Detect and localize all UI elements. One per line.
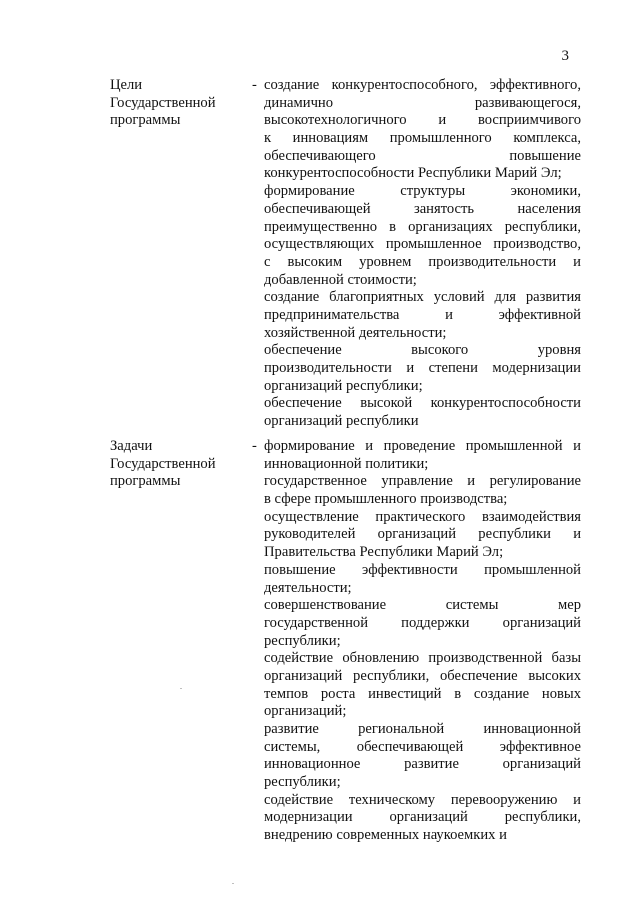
list-item bbox=[264, 509, 581, 562]
page-number: 3 bbox=[561, 48, 569, 64]
list-item-line: республики; bbox=[264, 632, 341, 649]
list-item bbox=[264, 77, 581, 183]
list-item-line: формирование структуры экономики, bbox=[264, 183, 581, 200]
list-item-line: обеспечивающего повышение bbox=[264, 147, 581, 164]
list-item-line: инновационное развитие организаций bbox=[264, 756, 581, 773]
list-dash: - bbox=[252, 438, 257, 454]
list-item bbox=[264, 183, 581, 289]
section-label bbox=[110, 77, 240, 130]
list-item-line: создание благоприятных условий для развития bbox=[264, 289, 581, 306]
section-label-line: Цели bbox=[110, 77, 143, 93]
list-item-line: руководителей организаций республики и bbox=[264, 526, 581, 543]
list-item-line: совершенствование системы мер bbox=[264, 597, 581, 614]
list-item-line: деятельности; bbox=[264, 579, 352, 596]
section-items bbox=[264, 438, 581, 845]
list-item-line: осуществление практического взаимодействия bbox=[264, 508, 581, 525]
list-item-line: инновационной политики; bbox=[264, 455, 429, 472]
list-item bbox=[264, 650, 581, 721]
list-item-line: организаций республики, обеспечение высоких bbox=[264, 667, 581, 684]
list-item-line: в сфере промышленного производства; bbox=[264, 491, 508, 508]
list-item bbox=[264, 438, 581, 473]
list-item-line: обеспечивающей занятость населения bbox=[264, 200, 581, 217]
list-item-line: хозяйственной деятельности; bbox=[264, 324, 447, 341]
list-item-line: производительности и степени модернизации bbox=[264, 360, 581, 376]
list-item-line: формирование и проведение промышленной и bbox=[264, 438, 581, 454]
list-item-line: организаций республики; bbox=[264, 377, 423, 394]
list-item-line: республики; bbox=[264, 774, 341, 791]
section-label-line: программы bbox=[110, 473, 181, 490]
list-item-line: организаций; bbox=[264, 703, 347, 720]
list-item-line: организаций республики bbox=[264, 413, 419, 430]
section-label-line: программы bbox=[110, 112, 181, 129]
list-item-line: темпов роста инвестиций в создание новых bbox=[264, 685, 581, 702]
list-item bbox=[264, 473, 581, 508]
list-item-line: содействие обновлению производственной базы bbox=[264, 650, 581, 667]
section-items bbox=[264, 77, 581, 431]
list-item-line: осуществляющих промышленное производство, bbox=[264, 236, 581, 253]
list-dash: - bbox=[252, 77, 257, 93]
list-item-line: развитие региональной инновационной bbox=[264, 721, 581, 737]
list-item-line: повышение эффективности промышленной bbox=[264, 561, 581, 578]
section-label-line: Государственной bbox=[110, 455, 216, 472]
list-item-line: к инновациям промышленного комплекса, bbox=[264, 130, 581, 147]
list-item-line: предпринимательства и эффективной bbox=[264, 306, 581, 323]
scan-speck bbox=[180, 688, 182, 689]
list-item-line: преимущественно в организациях республики, bbox=[264, 218, 581, 235]
section-label-line: Государственной bbox=[110, 94, 216, 111]
list-item-line: обеспечение высокого уровня bbox=[264, 342, 581, 359]
list-item-line: государственной поддержки организаций bbox=[264, 614, 581, 631]
scan-speck bbox=[232, 883, 234, 884]
list-item-line: конкурентоспособности Республики Марий Эл; bbox=[264, 165, 562, 182]
list-item-line: с высоким уровнем производительности и bbox=[264, 253, 581, 270]
list-item-line: модернизации организаций республики, bbox=[264, 809, 581, 826]
list-item-line: создание конкурентоспособного, эффективного, bbox=[264, 77, 581, 93]
list-item bbox=[264, 395, 581, 430]
list-item-line: внедрению современных наукоемких и bbox=[264, 827, 507, 844]
list-item-line: Правительства Республики Марий Эл; bbox=[264, 544, 504, 561]
list-item bbox=[264, 721, 581, 792]
list-item bbox=[264, 597, 581, 650]
section-label-line: Задачи bbox=[110, 438, 153, 454]
list-item bbox=[264, 562, 581, 597]
list-item bbox=[264, 289, 581, 342]
list-item-line: динамично развивающегося, bbox=[264, 94, 581, 111]
list-item-line: системы, обеспечивающей эффективное bbox=[264, 738, 581, 755]
list-item-line: добавленной стоимости; bbox=[264, 271, 417, 288]
list-item-line: содействие техническому перевооружению и bbox=[264, 791, 581, 808]
list-item-line: высокотехнологичного и восприимчивого bbox=[264, 112, 581, 129]
section-label bbox=[110, 438, 240, 491]
list-item-line: государственное управление и регулирование bbox=[264, 473, 581, 490]
list-item bbox=[264, 792, 581, 845]
list-item bbox=[264, 342, 581, 395]
list-item-line: обеспечение высокой конкурентоспособности bbox=[264, 395, 581, 412]
